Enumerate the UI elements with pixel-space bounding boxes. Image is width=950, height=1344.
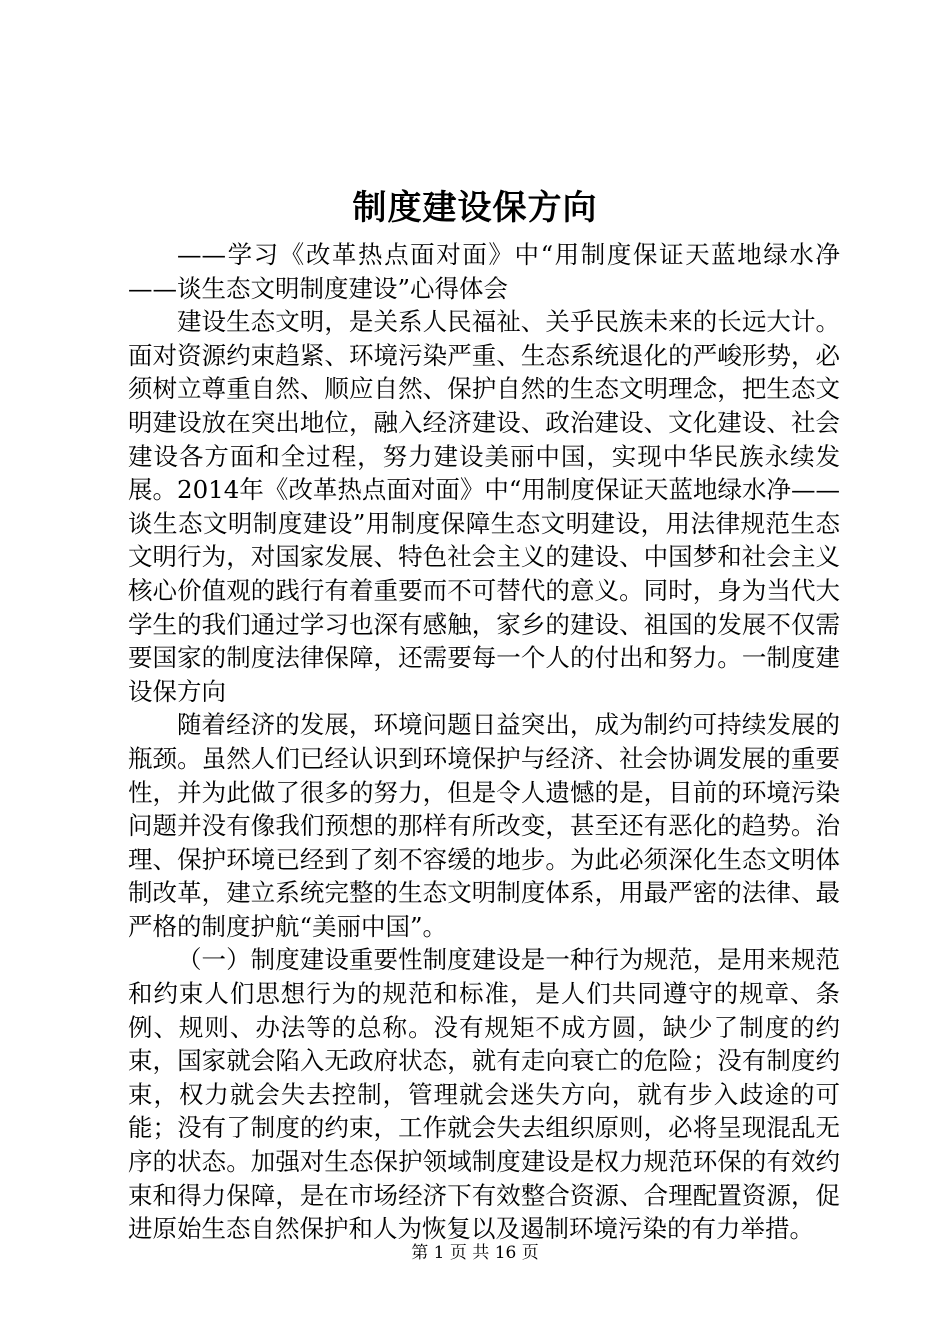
subtitle-paragraph: ——学习《改革热点面对面》中“用制度保证天蓝地绿水净——谈生态文明制度建设”心得体会 bbox=[128, 240, 840, 303]
body-paragraph-2: 随着经济的发展，环境问题日益突出，成为制约可持续发展的瓶颈。虽然人们已经认识到环境保护与经济、社会协调发展的重要性，并为此做了很多的努力，但是令人遗憾的是，目前的环境污染问题并没有像我们预想的那样有所改变，甚至还有恶化的趋势。治理、保护环境已经到了刻不容缓的地步。为此必须深化生态文明体制改革，建立系统完整的生态文明制度体系，用最严密的法律、最严格的制度护航“美丽中国”。 bbox=[128, 710, 840, 941]
body-paragraph-1: 建设生态文明，是关系人民福祉、关乎民族未来的长远大计。面对资源约束趋紧、环境污染严重、生态系统退化的严峻形势，必须树立尊重自然、顺应自然、保护自然的生态文明理念，把生态文明建设放在突出地位，融入经济建设、政治建设、文化建设、社会建设各方面和全过程，努力建设美丽中国，实现中华民族永续发展。2014年《改革热点面对面》中“用制度保证天蓝地绿水净——谈生态文明制度建设”用制度保障生态文明建设，用法律规范生态文明行为，对国家发展、特色社会主义的建设、中国梦和社会主义核心价值观的践行有着重要而不可替代的意义。同时，身为当代大学生的我们通过学习也深有感触，家乡的建设、祖国的发展不仅需要国家的制度法律保障，还需要每一个人的付出和努力。一制度建设保方向 bbox=[128, 307, 840, 706]
page-footer: 第 1 页 共 16 页 bbox=[411, 1243, 539, 1263]
body-paragraph-3: （一）制度建设重要性制度建设是一种行为规范，是用来规范和约束人们思想行为的规范和标准，是人们共同遵守的规章、条例、规则、办法等的总称。没有规矩不成方圆，缺少了制度的约束，国家就会陷入无政府状态，就有走向衰亡的危险；没有制度约束，权力就会失去控制，管理就会迷失方向，就有步入歧途的可能；没有了制度的约束，工作就会失去组织原则，必将呈现混乱无序的状态。加强对生态保护领域制度建设是权力规范环保的有效约束和得力保障，是在市场经济下有效整合资源、合理配置资源，促进原始生态自然保护和人为恢复以及遏制环境污染的有力举措。 bbox=[128, 945, 840, 1244]
document-title: 制度建设保方向 bbox=[352, 188, 598, 228]
document-body bbox=[128, 238, 840, 1246]
